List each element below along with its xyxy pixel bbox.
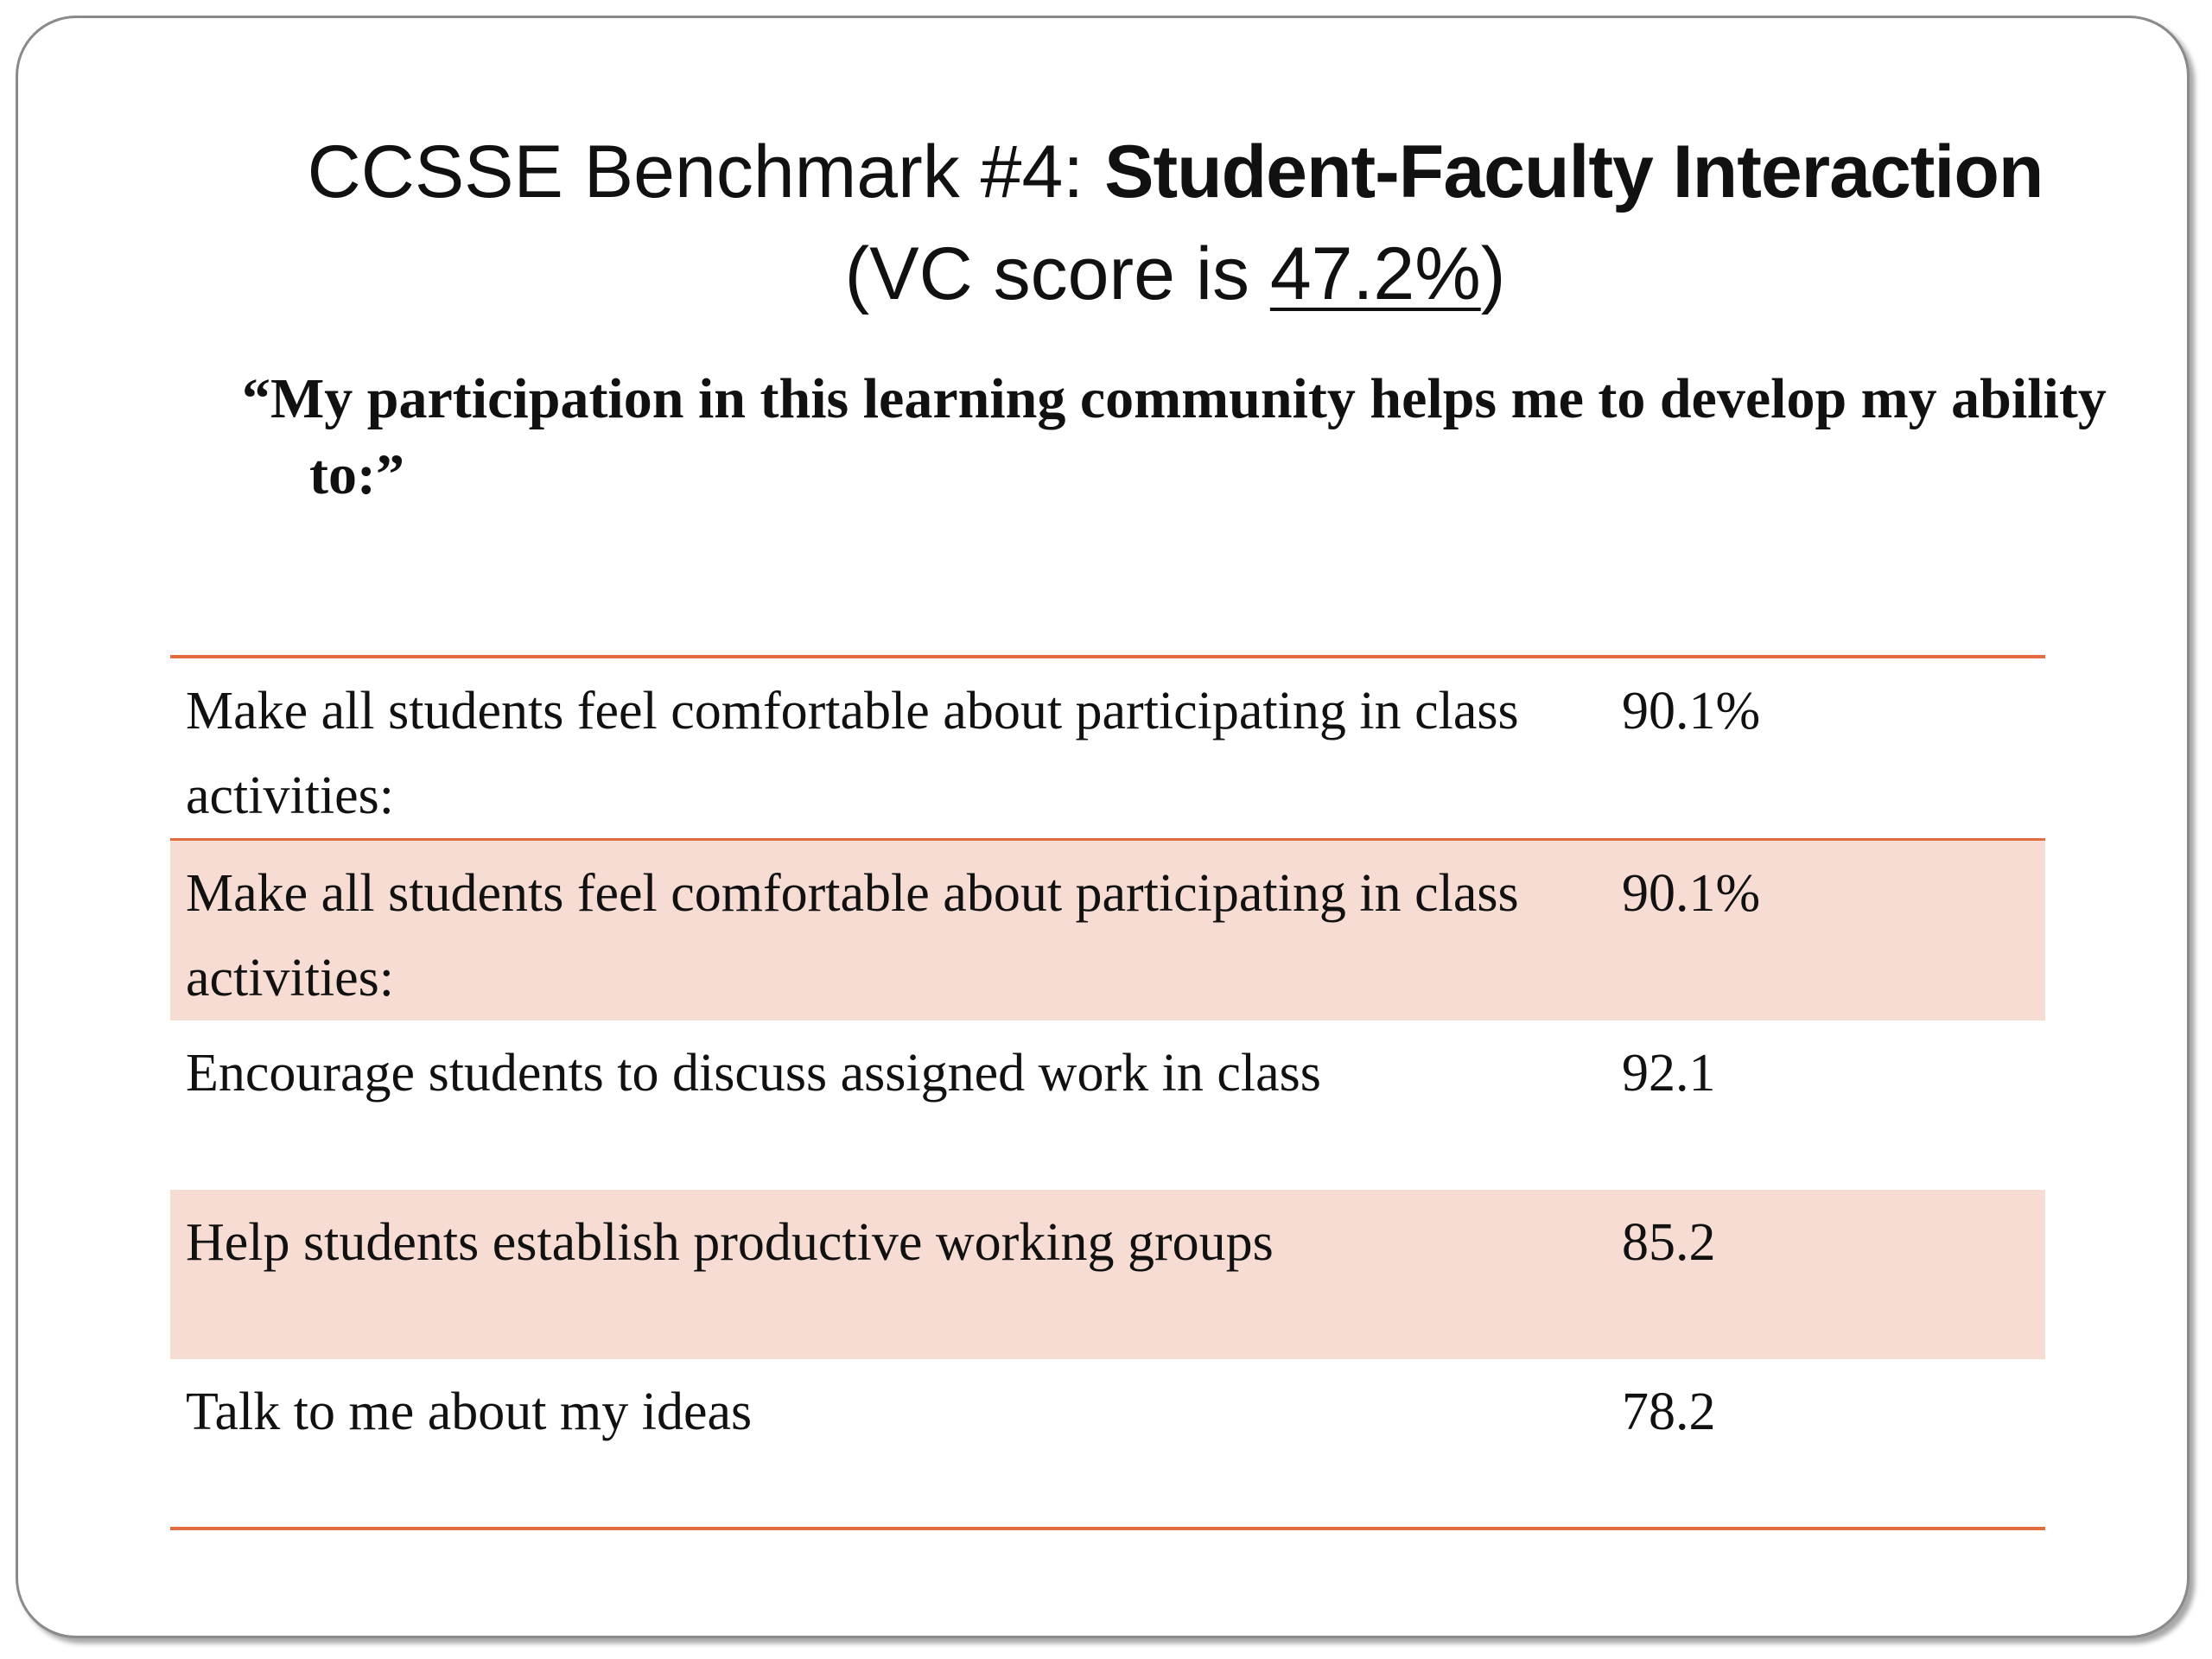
- row-value: 78.2: [1622, 1382, 1716, 1441]
- survey-prompt: “My participation in this learning community helps me to develop my ability to:”: [242, 367, 2107, 506]
- row-label: Make all students feel comfortable about participating in class activities:: [170, 657, 1606, 840]
- row-label: Help students establish productive working groups: [170, 1190, 1606, 1359]
- score-close: ): [1480, 232, 1506, 315]
- table-row: [170, 1359, 2045, 1529]
- row-value: 90.1%: [1606, 840, 2045, 1021]
- title-prefix: CCSSE Benchmark #4:: [307, 130, 1105, 213]
- row-label: Encourage students to discuss assigned work in class: [186, 1044, 1321, 1103]
- table-row: [170, 840, 2045, 1021]
- table-row: [170, 657, 2045, 840]
- row-value: 92.1: [1622, 1044, 1716, 1103]
- row-label: Talk to me about my ideas: [186, 1382, 753, 1441]
- row-value: 90.1%: [1606, 657, 2045, 840]
- row-value: 85.2: [1606, 1190, 2045, 1359]
- title-bold-part: Student-Faculty Interaction: [1104, 130, 2044, 213]
- table-row: [170, 1020, 2045, 1190]
- table-row: [170, 1190, 2045, 1359]
- score-open: (VC score is: [844, 232, 1270, 315]
- score-value: 47.2%: [1269, 232, 1481, 315]
- slide-title: [173, 121, 2177, 325]
- results-table: [170, 655, 2045, 1530]
- row-label: Make all students feel comfortable about participating in class activities:: [170, 840, 1606, 1021]
